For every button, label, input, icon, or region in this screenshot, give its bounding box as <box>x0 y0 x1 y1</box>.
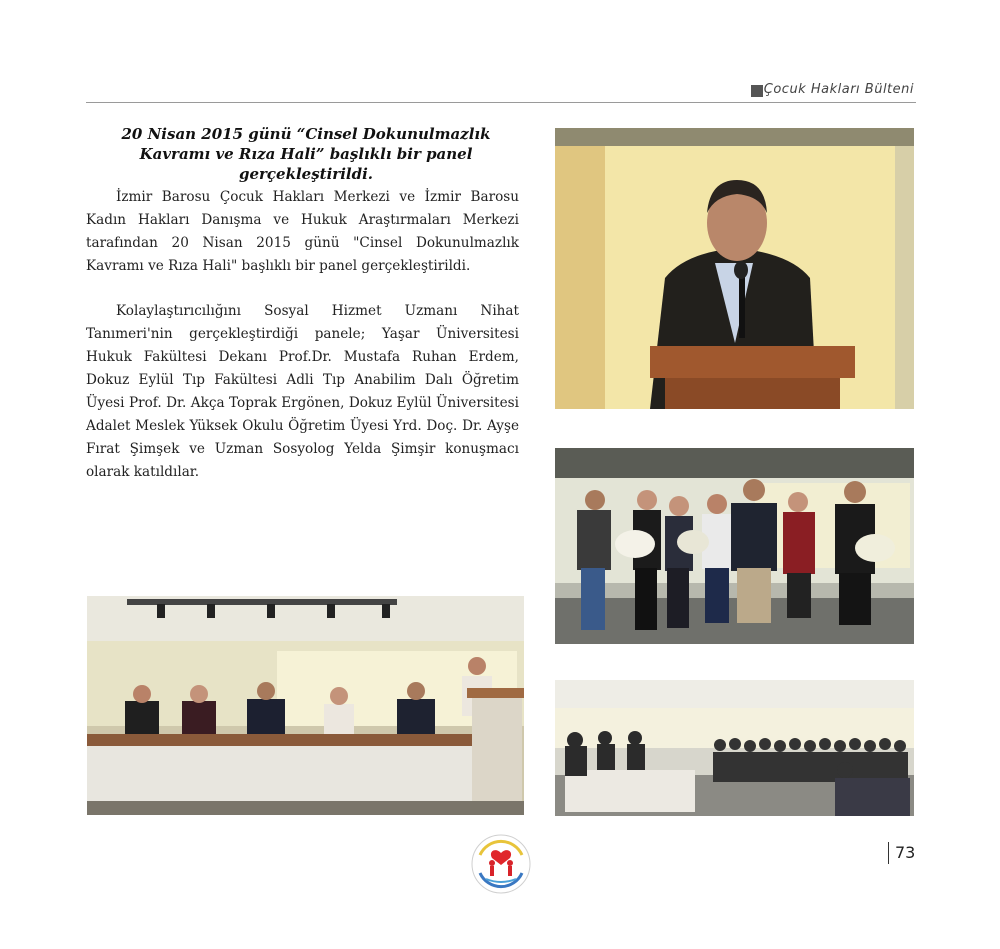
page-number: 73 <box>888 842 915 864</box>
photo-panelists-with-flowers <box>555 448 914 644</box>
paragraph: İzmir Barosu Çocuk Hakları Merkezi ve İzmir Barosu Kadın Hakları Danışma ve Hukuk Araştırmaları Merkezi tarafından 20 Nisan 2015 günü "Cinsel Dokunulmazlık Kavramı ve Rıza Hali" başlıklı bir panel gerçekleştirildi. <box>86 189 519 274</box>
article-title-line-1: 20 Nisan 2015 günü “Cinsel Dokunulmazlık <box>121 125 491 143</box>
article-title-line-2: Kavramı ve Rıza Hali” başlıklı bir panel gerçekleştirildi. <box>139 145 473 183</box>
izmir-barosu-cocuk-haklari-merkezi-logo-icon <box>470 833 532 895</box>
photo-speaker-at-podium <box>555 128 914 409</box>
photo-audience <box>555 680 914 816</box>
header-square-icon <box>751 85 763 97</box>
bulletin-title: Çocuk Hakları Bülteni <box>763 82 914 97</box>
article-body <box>86 186 519 506</box>
running-header <box>86 82 916 103</box>
photo-panel-table <box>87 596 524 815</box>
paragraph: Kolaylaştırıcılığını Sosyal Hizmet Uzmanı Nihat Tanımeri'nin gerçekleştirdiği panele; Yaşar Üniversitesi Hukuk Fakültesi Dekanı Prof.Dr. Mustafa Ruhan Erdem, Dokuz Eylül Tıp Fakültesi Adli Tıp Anabilim Dalı Öğretim Üyesi Prof. Dr. Akça Toprak Ergönen, Dokuz Eylül Üniversitesi Adalet Meslek Yüksek Okulu Öğretim Üyesi Yrd. Doç. Dr. Ayşe Fırat Şimşek ve Uzman Sosyolog Yelda Şimşir konuşmacı olarak katıldılar. <box>86 303 519 480</box>
article-title <box>86 124 526 184</box>
